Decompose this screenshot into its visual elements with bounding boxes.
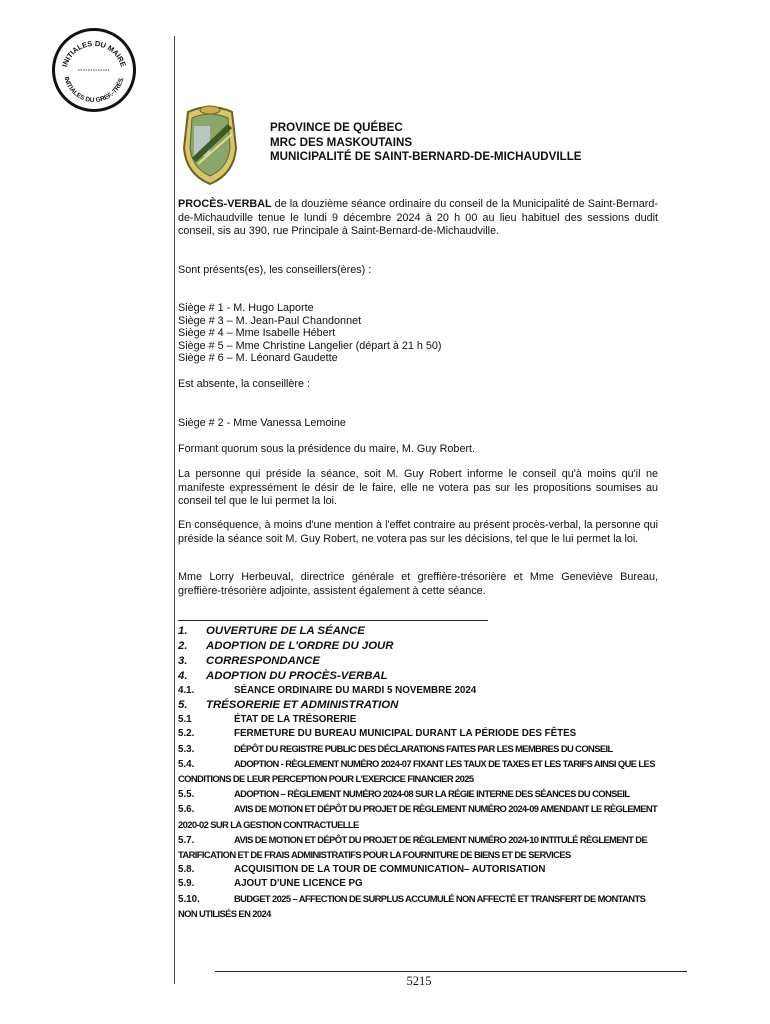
list-item: Siège # 1 - M. Hugo Laporte (178, 302, 314, 314)
absent-member: Siège # 2 - Mme Vanessa Lemoine (178, 417, 346, 429)
agenda-subitem: 5.10. BUDGET 2025 – AFFECTION DE SURPLUS ACCUMULÉ NON AFFECTÉ ET TRANSFERT DE MONTANTS NON UTILISÉS EN 2024 (178, 892, 646, 919)
intro-paragraph (178, 198, 658, 239)
header-province: PROVINCE DE QUÉBEC (270, 121, 403, 134)
attendees-statement: Mme Lorry Herbeuval, directrice générale et greffière-trésorière et Mme Geneviève Bureau, greffière-trésorière adjointe, assistent également à cette séance. (178, 571, 658, 597)
list-item: Siège # 3 – M. Jean-Paul Chandonnet (178, 314, 362, 327)
agenda-subitem: 5.5. ADOPTION – RÈGLEMENT NUMÉRO 2024-08 SUR LA RÉGIE INTERNE DES SÉANCES DU CONSEIL (178, 788, 630, 801)
margin-rule (174, 36, 175, 984)
list-item: Siège # 5 – Mme Christine Langelier (départ à 21 h 50) (178, 339, 442, 352)
agenda-item: 3. CORRESPONDANCE (178, 655, 320, 667)
agenda-subitem: 5.9. AJOUT D'UNE LICENCE PG (178, 878, 363, 890)
agenda-subitem: 5.8. ACQUISITION DE LA TOUR DE COMMUNICATION– AUTORISATION (178, 864, 546, 876)
page-number: 5215 (406, 974, 432, 988)
vote-statement: En conséquence, à moins d'une mention à l'effet contraire au présent procès-verbal, la personne qui préside la séance soit M. Guy Robert, ne votera pas sur les décisions, tel que le lui permet la loi. (178, 519, 658, 545)
list-item: Siège # 6 – M. Léonard Gaudette (178, 352, 338, 365)
svg-text:INITIALES DU MAIRE: INITIALES DU MAIRE (60, 38, 128, 68)
agenda-subitem: 5.4. ADOPTION - RÈGLEMENT NUMÉRO 2024-07 FIXANT LES TAUX DE TAXES ET LES TARIFS AINSI QUE LES CONDITIONS DE LEUR PERCEPTION POUR L'EXERCICE FINANCIER 2025 (178, 757, 655, 785)
list-item: Siège # 4 – Mme Isabelle Hébert (178, 327, 336, 340)
agenda-subitem: 5.7. AVIS DE MOTION ET DÉPÔT DU PROJET DE RÈGLEMENT NUMÉRO 2024-10 INTITULÉ RÈGLEMENT DE TARIFICATION ET DE FRAIS ADMINISTRATIFS POUR LA FOURNITURE DE BIENS ET DE SERVICES (178, 833, 648, 861)
agenda-item: 5. TRÉSORERIE ET ADMINISTRATION (178, 699, 399, 712)
section-divider (178, 620, 488, 621)
agenda-item: 4. ADOPTION DU PROCÈS-VERBAL (178, 670, 388, 682)
agenda-item: 1. OUVERTURE DE LA SÉANCE (178, 625, 365, 637)
header-mrc: MRC DES MASKOUTAINS (270, 135, 413, 149)
initials-stamp-graphic (52, 28, 136, 112)
document-header (270, 121, 582, 165)
present-label: Sont présents(es), les conseillers(ères) : (178, 264, 372, 276)
agenda-subitem: 5.6. AVIS DE MOTION ET DÉPÔT DU PROJET DE RÈGLEMENT NUMÉRO 2024-09 AMENDANT LE RÈGLEMENT 2020-02 SUR LA GESTION CONTRACTUELLE (178, 803, 658, 830)
absent-label: Est absente, la conseillère : (178, 378, 311, 390)
chair-statement: La personne qui préside la séance, soit M. Guy Robert informe le conseil qu'à moins qu'il ne manifeste expressément le désir de le faire, elle ne votera pas sur les propositions soumises au conseil tel que le lui permet la loi. (178, 468, 658, 508)
intro-lead: PROCÈS-VERBAL (178, 198, 272, 210)
municipal-crest-logo (178, 104, 242, 186)
footer-rule (215, 971, 687, 972)
agenda-subitem: 5.2. FERMETURE DU BUREAU MUNICIPAL DURANT LA PÉRIODE DES FÊTES (178, 728, 577, 740)
quorum-statement: Formant quorum sous la présidence du maire, M. Guy Robert. (178, 443, 476, 455)
agenda-subitem: 5.1 ÉTAT DE LA TRÉSORERIE (178, 714, 357, 726)
initials-stamp (52, 28, 136, 112)
agenda-list (178, 624, 658, 922)
agenda-item: 2. ADOPTION DE L'ORDRE DU JOUR (178, 640, 394, 652)
svg-text:INITIALES DU GREF.-TRÉS.: INITIALES DU GREF.-TRÉS. (62, 76, 126, 105)
agenda-subitem: 4.1. SÉANCE ORDINAIRE DU MARDI 5 NOVEMBRE 2024 (178, 685, 477, 696)
intro-text: de la douzième séance ordinaire du conseil de la Municipalité de Saint-Bernard-de-Michaudville tenue le lundi 9 décembre 2024 à 20 h 00 au lieu habituel des sessions dudit conseil, sis au 390, rue Principale à Saint-Bernard-de-Michaudville. (178, 198, 658, 238)
header-municipality: MUNICIPALITÉ DE SAINT-BERNARD-DE-MICHAUDVILLE (270, 150, 582, 163)
present-list (178, 302, 441, 365)
agenda-subitem: 5.3. DÉPÔT DU REGISTRE PUBLIC DES DÉCLARATIONS FAITES PAR LES MEMBRES DU CONSEIL (178, 742, 613, 755)
